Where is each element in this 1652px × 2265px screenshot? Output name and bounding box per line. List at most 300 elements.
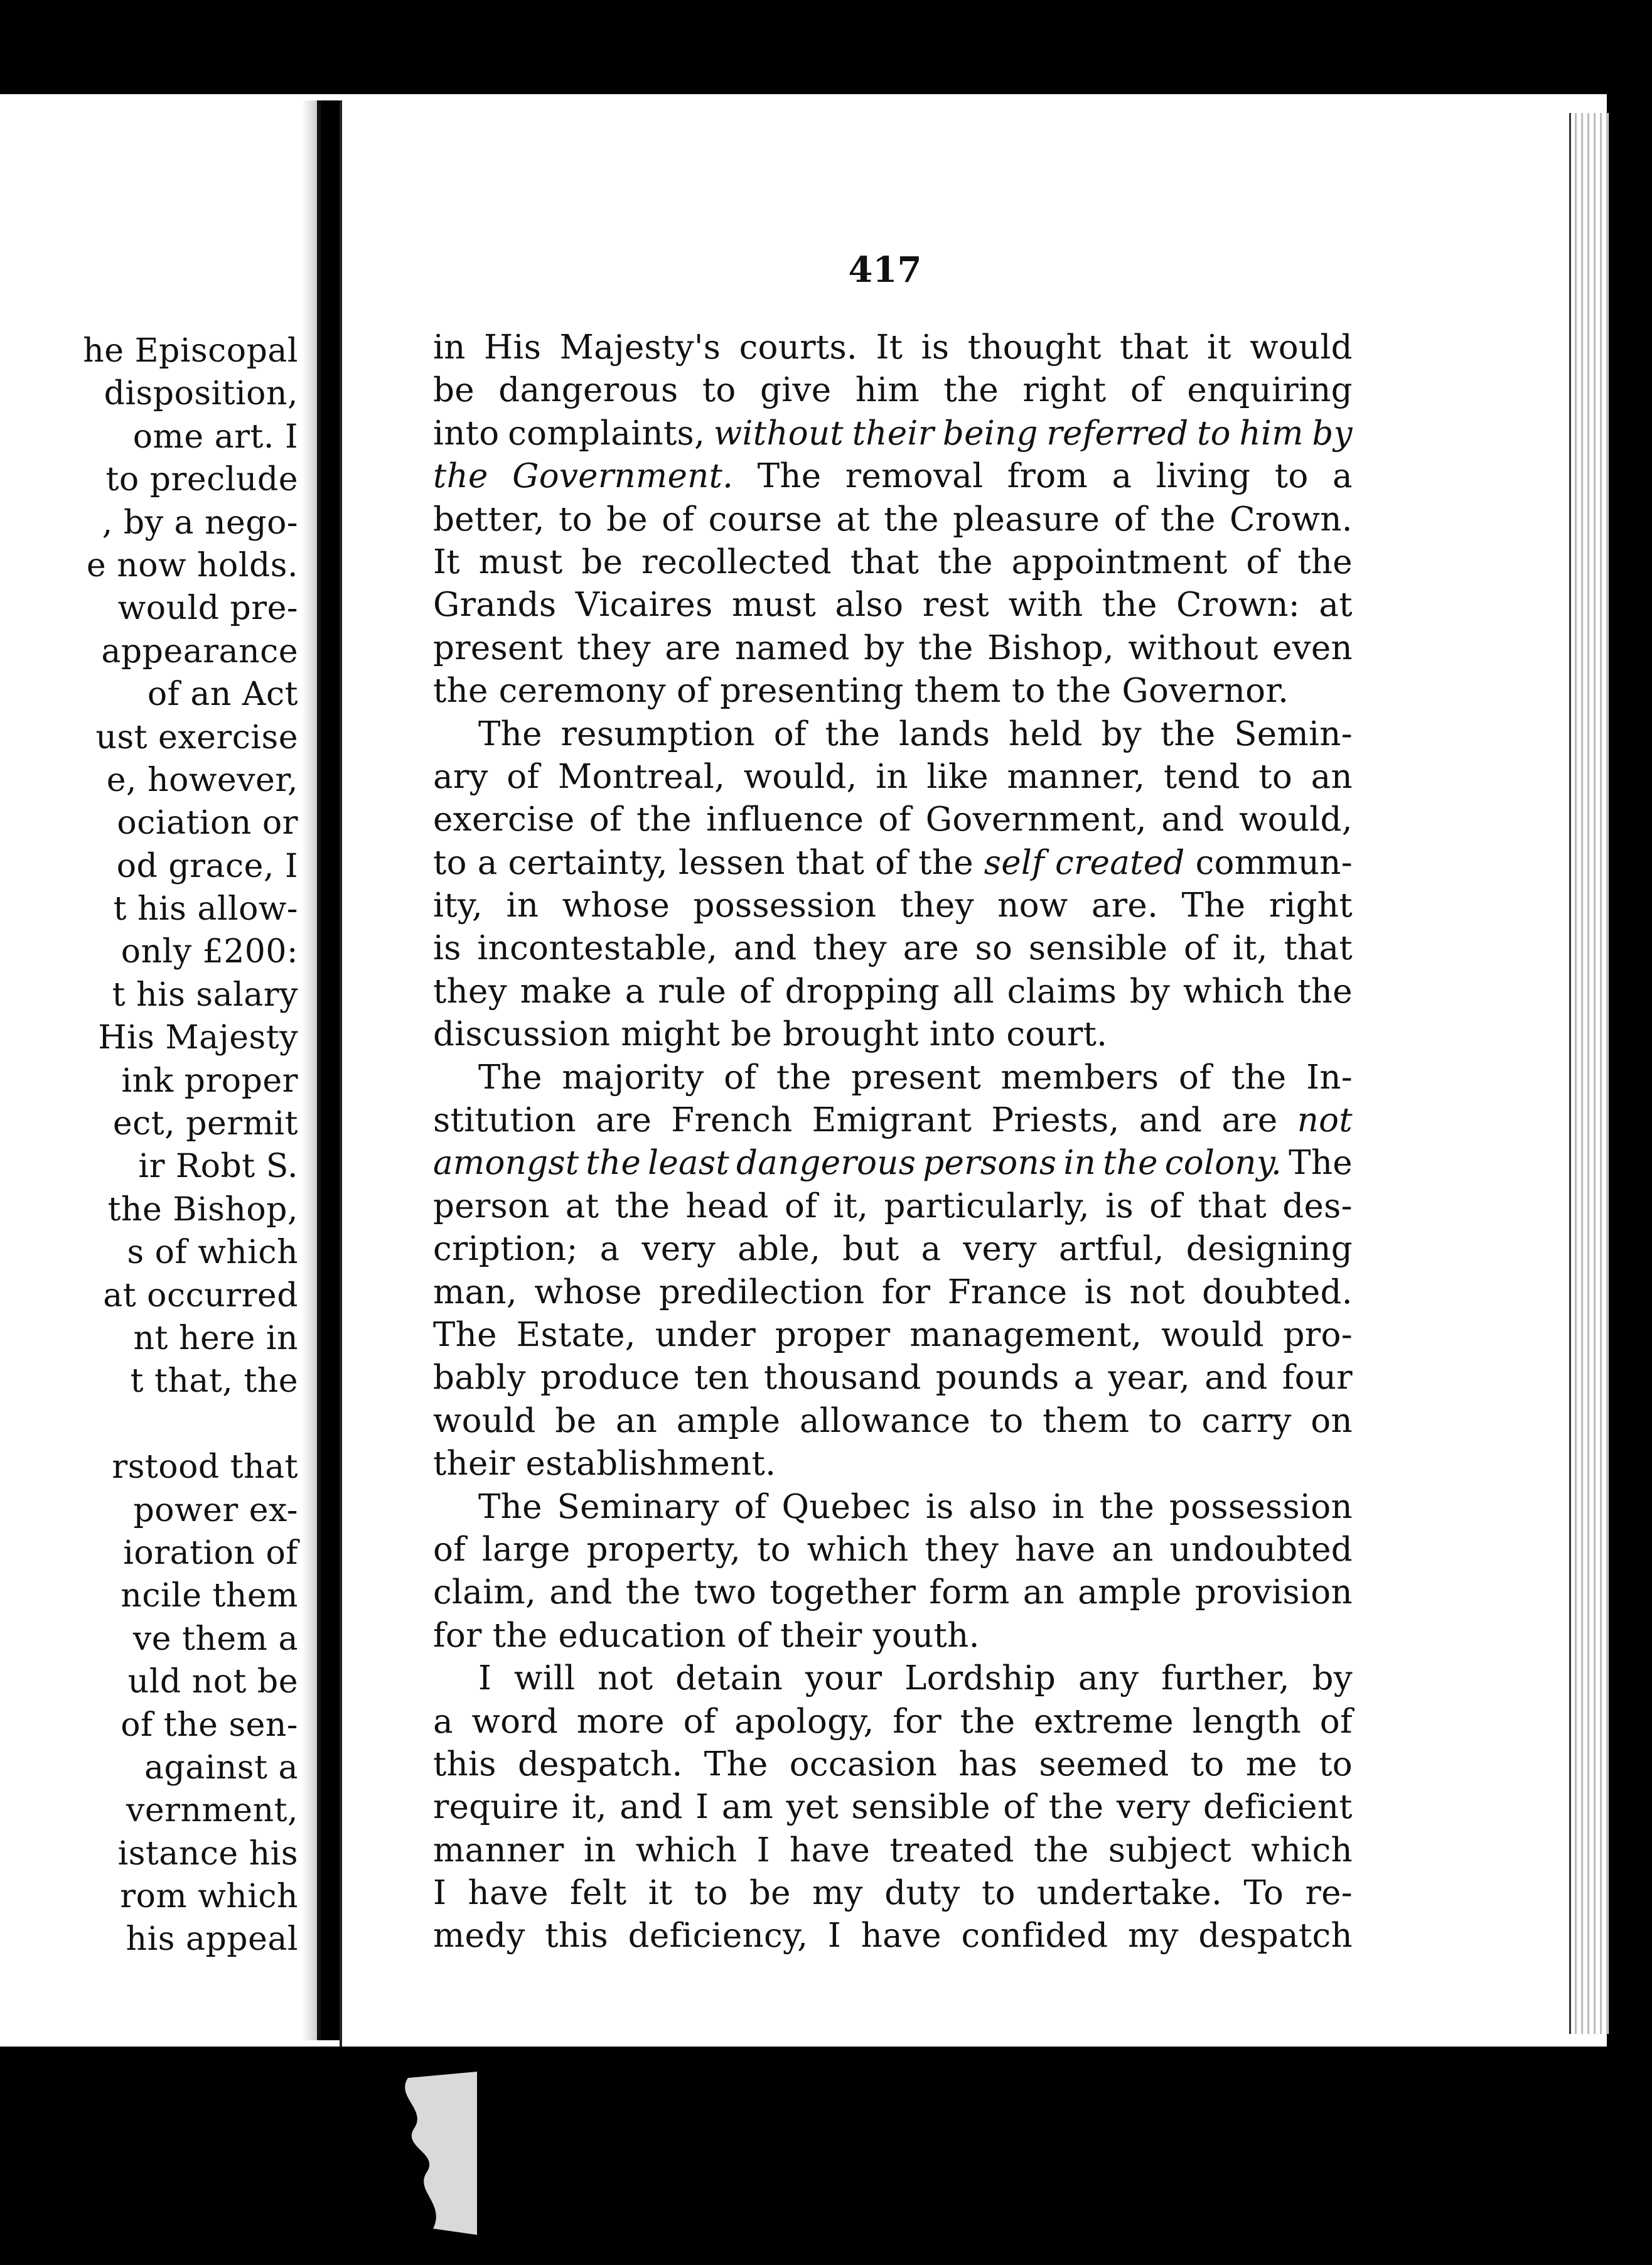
word: dropping (785, 972, 940, 1011)
word: will (513, 1659, 576, 1698)
word: despatch (1198, 1917, 1353, 1956)
word: whose (534, 1272, 642, 1311)
word: have (1015, 1530, 1096, 1569)
word: dangerous (736, 1144, 916, 1183)
word: produce (540, 1358, 680, 1397)
word: their (852, 414, 935, 453)
facing-page-line: ome art. I (132, 417, 298, 456)
page-edges (1569, 113, 1609, 2034)
word: of (433, 1530, 466, 1569)
word: dangerous (498, 371, 678, 410)
word: stitution (433, 1101, 576, 1140)
facing-page-line (9, 1403, 298, 1446)
word: my (812, 1874, 863, 1913)
text-line (433, 670, 1353, 713)
word: presenting (720, 672, 904, 711)
word: of (1149, 1186, 1183, 1225)
word: the (1297, 972, 1353, 1011)
word: Semin- (1234, 714, 1353, 753)
word: of (1113, 500, 1147, 539)
word: me (1245, 1745, 1297, 1783)
facing-page-line: e now holds. (86, 546, 298, 584)
facing-page-line: ncile them (121, 1577, 298, 1615)
word: a (625, 972, 645, 1011)
word: that (795, 843, 865, 882)
text-line (433, 927, 1353, 970)
word: any (1078, 1659, 1139, 1698)
word: Seminary (557, 1487, 719, 1526)
word: sensible (851, 1788, 990, 1827)
word: deficient (1203, 1788, 1353, 1827)
word: an (1022, 1573, 1065, 1612)
word: and (549, 1573, 613, 1612)
word: make (520, 972, 613, 1011)
word: person (433, 1186, 550, 1225)
facing-page-line: of an Act (147, 675, 298, 714)
word: have (790, 1831, 871, 1870)
word: colony. (1164, 1144, 1282, 1183)
word: which (1183, 972, 1285, 1011)
text-line (433, 455, 1353, 498)
word: to (981, 1874, 1016, 1913)
scan-border-right (1607, 0, 1652, 2265)
word: Majesty's (559, 328, 721, 367)
word: is (925, 1487, 954, 1526)
facing-page-line: ect, permit (112, 1105, 298, 1143)
word: of (1184, 929, 1217, 968)
word: of (737, 1616, 770, 1655)
word: carry (1201, 1401, 1292, 1440)
word: in (1063, 1144, 1097, 1183)
word: self (984, 843, 1045, 882)
facing-page-line: t his salary (112, 976, 298, 1014)
text-line (433, 1057, 1353, 1099)
word: a (477, 843, 498, 882)
word: the (625, 1573, 681, 1612)
word: so (975, 929, 1013, 968)
text-line (433, 1657, 1353, 1700)
text-line (433, 1701, 1353, 1743)
body-text (433, 326, 1353, 1958)
word: claim, (433, 1573, 537, 1612)
word: in (506, 886, 539, 925)
word: resumption (560, 714, 756, 753)
facing-page-line: nt here in (133, 1319, 298, 1357)
facing-page-line: t that, the (130, 1362, 298, 1401)
word: but (842, 1230, 899, 1269)
facing-page-text (9, 330, 298, 1961)
facing-page-line: s of which (127, 1234, 298, 1272)
word: sensible (1028, 929, 1168, 968)
word: two (694, 1573, 757, 1612)
facing-page-line: vernment, (126, 1792, 298, 1830)
word: brought (783, 1015, 919, 1054)
word: him (1239, 414, 1304, 453)
word: the (918, 843, 973, 882)
word: at (1319, 586, 1353, 625)
text-line (433, 713, 1353, 756)
word: education (558, 1616, 727, 1655)
word: It (876, 328, 903, 367)
word: ample (1078, 1573, 1182, 1612)
word: I (756, 1831, 770, 1870)
word: them (1043, 1401, 1130, 1440)
word: also (968, 1487, 1038, 1526)
word: held (1009, 714, 1083, 753)
word: Governor. (1122, 672, 1289, 711)
page-number: 417 (848, 249, 922, 291)
word: France (947, 1272, 1068, 1311)
facing-page-line: ioration of (123, 1534, 298, 1572)
word: an (1112, 1530, 1154, 1569)
text-line (433, 1829, 1353, 1872)
word: the (776, 1058, 832, 1097)
text-line (433, 1915, 1353, 1957)
word: lessen (678, 843, 785, 882)
facing-page-line: the Bishop, (107, 1190, 298, 1229)
word: even (1272, 628, 1353, 667)
word: re- (1305, 1874, 1353, 1913)
word: in (433, 328, 466, 367)
word: to (1190, 1745, 1225, 1783)
word: that (1198, 1186, 1267, 1225)
word: detain (675, 1659, 783, 1698)
word: further, (1161, 1659, 1290, 1698)
word: treated (889, 1831, 1014, 1870)
word: The (1289, 1144, 1353, 1183)
word: into (929, 1015, 996, 1054)
word: pro- (1283, 1315, 1353, 1354)
word: des- (1282, 1186, 1353, 1225)
word: the (492, 1616, 548, 1655)
word: enquiring (1187, 371, 1353, 410)
word: amongst (433, 1144, 579, 1183)
word: it, (833, 1186, 869, 1225)
text-line (433, 1743, 1353, 1786)
facing-page-line: ve them a (132, 1620, 298, 1658)
word: are (903, 929, 959, 968)
word: discussion (433, 1015, 611, 1054)
facing-page-line: His Majesty (98, 1019, 298, 1057)
word: I (695, 1788, 709, 1827)
text-line (433, 1443, 1353, 1485)
word: and (733, 929, 797, 968)
word: manner (433, 1831, 564, 1870)
word: into (433, 414, 500, 453)
word: by (1101, 714, 1142, 753)
word: The (704, 1745, 768, 1783)
word: of (875, 843, 908, 882)
facing-page-line: he Episcopal (83, 332, 298, 370)
word: courts. (739, 328, 858, 367)
word: allowance (799, 1401, 971, 1440)
word: of (784, 1186, 818, 1225)
word: would (433, 1401, 536, 1440)
word: be (581, 542, 623, 581)
word: Crown. (1229, 500, 1353, 539)
word: yet (786, 1788, 839, 1827)
word: they (813, 929, 888, 968)
text-line (433, 971, 1353, 1013)
word: are (595, 1101, 652, 1140)
word: thousand (763, 1358, 921, 1397)
word: an (1311, 757, 1353, 796)
word: and (1161, 800, 1225, 839)
word: ity, (433, 886, 483, 925)
word: the (825, 714, 881, 753)
word: of (1003, 1788, 1036, 1827)
word: In- (1306, 1058, 1353, 1097)
text-line (433, 799, 1353, 841)
word: Vicaires (575, 586, 713, 625)
word: of (734, 1487, 767, 1526)
word: without (1128, 628, 1258, 667)
word: of (677, 672, 710, 711)
word: complaints, (508, 414, 705, 453)
text-line (433, 627, 1353, 670)
word: am (721, 1788, 774, 1827)
word: must (478, 542, 563, 581)
word: the (1231, 1058, 1287, 1097)
word: not (598, 1659, 653, 1698)
word: proper (775, 1315, 891, 1354)
word: apology, (734, 1702, 874, 1741)
word: in (583, 1831, 616, 1870)
word: undertake. (1037, 1874, 1223, 1913)
word: of (683, 1702, 716, 1741)
text-line (433, 1357, 1353, 1399)
word: appointment (1011, 542, 1228, 581)
word: an (615, 1401, 658, 1440)
word: incontestable, (477, 929, 718, 968)
word: for (893, 1702, 942, 1741)
word: and (1204, 1358, 1268, 1397)
word: undoubted (1169, 1530, 1353, 1569)
word: are (665, 628, 721, 667)
word: confided (961, 1917, 1108, 1956)
word: the (1103, 1144, 1158, 1183)
word: it (1206, 328, 1231, 367)
word: a (1112, 457, 1132, 496)
word: possession (1169, 1487, 1353, 1526)
facing-page-line: ink proper (121, 1062, 298, 1100)
word: persons (923, 1144, 1057, 1183)
facing-page-line: , by a nego- (102, 503, 298, 542)
word: living (1156, 457, 1251, 496)
word: the (938, 542, 993, 581)
word: of (1319, 1702, 1353, 1741)
word: the (586, 1144, 641, 1183)
word: predilection (659, 1272, 865, 1311)
word: subject (1108, 1831, 1231, 1870)
word: my (1128, 1917, 1179, 1956)
word: they (925, 1530, 999, 1569)
text-line (433, 584, 1353, 627)
word: very (963, 1230, 1038, 1269)
word: would, (1239, 800, 1353, 839)
word: to (1148, 1401, 1183, 1440)
word: that (850, 542, 920, 581)
word: Grands (433, 586, 557, 625)
word: their (780, 1616, 862, 1655)
word: The (478, 1058, 542, 1097)
word: pounds (935, 1358, 1059, 1397)
facing-page-line: at occurred (103, 1276, 298, 1315)
text-line (433, 1228, 1353, 1271)
text-line (433, 1786, 1353, 1829)
word: has (958, 1745, 1018, 1783)
word: management, (909, 1315, 1142, 1354)
word: to (433, 843, 467, 882)
word: to (1197, 414, 1231, 453)
text-line (433, 369, 1353, 412)
word: it, (1232, 929, 1268, 968)
word: year, (1108, 1358, 1191, 1397)
word: and (620, 1788, 683, 1827)
word: The (478, 714, 542, 753)
facing-page-line: ir Robt S. (138, 1148, 298, 1186)
word: the (433, 457, 488, 496)
word: French (671, 1101, 793, 1140)
word: to (1319, 1745, 1353, 1783)
word: give (759, 371, 832, 410)
word: referred (1046, 414, 1189, 453)
word: they (577, 628, 652, 667)
word: without (713, 414, 844, 453)
word: very (1116, 1788, 1191, 1827)
word: being (942, 414, 1038, 453)
word: also (835, 586, 904, 625)
word: certainty, (508, 843, 668, 882)
word: a (433, 1702, 453, 1741)
word: is (921, 328, 950, 367)
word: right (1268, 886, 1353, 925)
word: not (1129, 1272, 1185, 1311)
word: claims (1007, 972, 1117, 1011)
word: of (1130, 371, 1163, 410)
word: together (770, 1573, 916, 1612)
word: is (433, 929, 461, 968)
word: with (1008, 586, 1083, 625)
facing-page-line: ust exercise (95, 718, 298, 756)
word: at (836, 500, 870, 539)
text-line (433, 498, 1353, 541)
word: His (484, 328, 542, 367)
word: Estate, (516, 1315, 636, 1354)
word: present (851, 1058, 981, 1097)
word: all (952, 972, 995, 1011)
word: of (724, 1058, 757, 1097)
word: Government. (512, 457, 734, 496)
word: on (1311, 1401, 1353, 1440)
word: the (960, 1702, 1016, 1741)
word: The (757, 457, 822, 496)
word: that (1284, 929, 1353, 968)
word: doubted. (1202, 1272, 1353, 1311)
word: Crown: (1176, 586, 1300, 625)
word: from (1007, 457, 1088, 496)
word: felt (570, 1874, 627, 1913)
word: the (1099, 1487, 1155, 1526)
word: require (433, 1788, 559, 1827)
word: I (433, 1874, 447, 1913)
word: at (565, 1186, 599, 1225)
word: it, (571, 1788, 607, 1827)
word: manner, (1007, 757, 1145, 796)
word: be (433, 371, 475, 410)
word: court. (1006, 1015, 1108, 1054)
word: length (1192, 1702, 1302, 1741)
word: Government, (925, 800, 1147, 839)
word: very (641, 1230, 716, 1269)
word: Quebec (781, 1487, 911, 1526)
word: Lordship (904, 1659, 1056, 1698)
word: the (1056, 672, 1112, 711)
word: that (1120, 328, 1189, 367)
word: The (1181, 886, 1246, 925)
text-line (433, 1314, 1353, 1357)
word: of (878, 800, 911, 839)
word: a (599, 1230, 620, 1269)
word: occasion (789, 1745, 938, 1783)
word: of (507, 757, 540, 796)
word: the (433, 672, 488, 711)
text-line (433, 1400, 1353, 1443)
word: be (606, 500, 648, 539)
word: deficiency, (628, 1917, 808, 1956)
word: removal (845, 457, 984, 496)
text-line (433, 1271, 1353, 1314)
word: ample (676, 1401, 781, 1440)
word: would (1250, 328, 1353, 367)
word: despatch. (517, 1745, 683, 1783)
scan-border-bottom (0, 2047, 1652, 2265)
word: possession (693, 886, 877, 925)
facing-page-line: to preclude (105, 461, 298, 499)
facing-page-line: would pre- (117, 589, 298, 628)
word: which (1251, 1831, 1353, 1870)
word: ary (433, 757, 488, 796)
word: Bishop, (987, 628, 1115, 667)
word: I (827, 1917, 842, 1956)
word: form (929, 1573, 1010, 1612)
text-line (433, 541, 1353, 584)
word: not (1297, 1101, 1353, 1140)
word: man, (433, 1272, 518, 1311)
word: to (757, 1530, 791, 1569)
word: to (1274, 457, 1309, 496)
word: four (1282, 1358, 1353, 1397)
word: now (997, 886, 1068, 925)
word: the (943, 371, 999, 410)
word: for (433, 1616, 482, 1655)
word: would (1161, 1315, 1264, 1354)
text-line (433, 1486, 1353, 1529)
word: is (1105, 1186, 1134, 1225)
word: youth. (872, 1616, 980, 1655)
word: to (694, 1874, 728, 1913)
word: by (1129, 972, 1171, 1011)
facing-page-line: against a (144, 1748, 298, 1787)
facing-page-line: ociation or (117, 804, 298, 842)
word: this (433, 1745, 496, 1783)
word: the (1033, 1831, 1089, 1870)
text-line (433, 1185, 1353, 1228)
word: in (876, 757, 908, 796)
text-line (433, 326, 1353, 369)
word: have (861, 1917, 941, 1956)
word: artful, (1058, 1230, 1164, 1269)
